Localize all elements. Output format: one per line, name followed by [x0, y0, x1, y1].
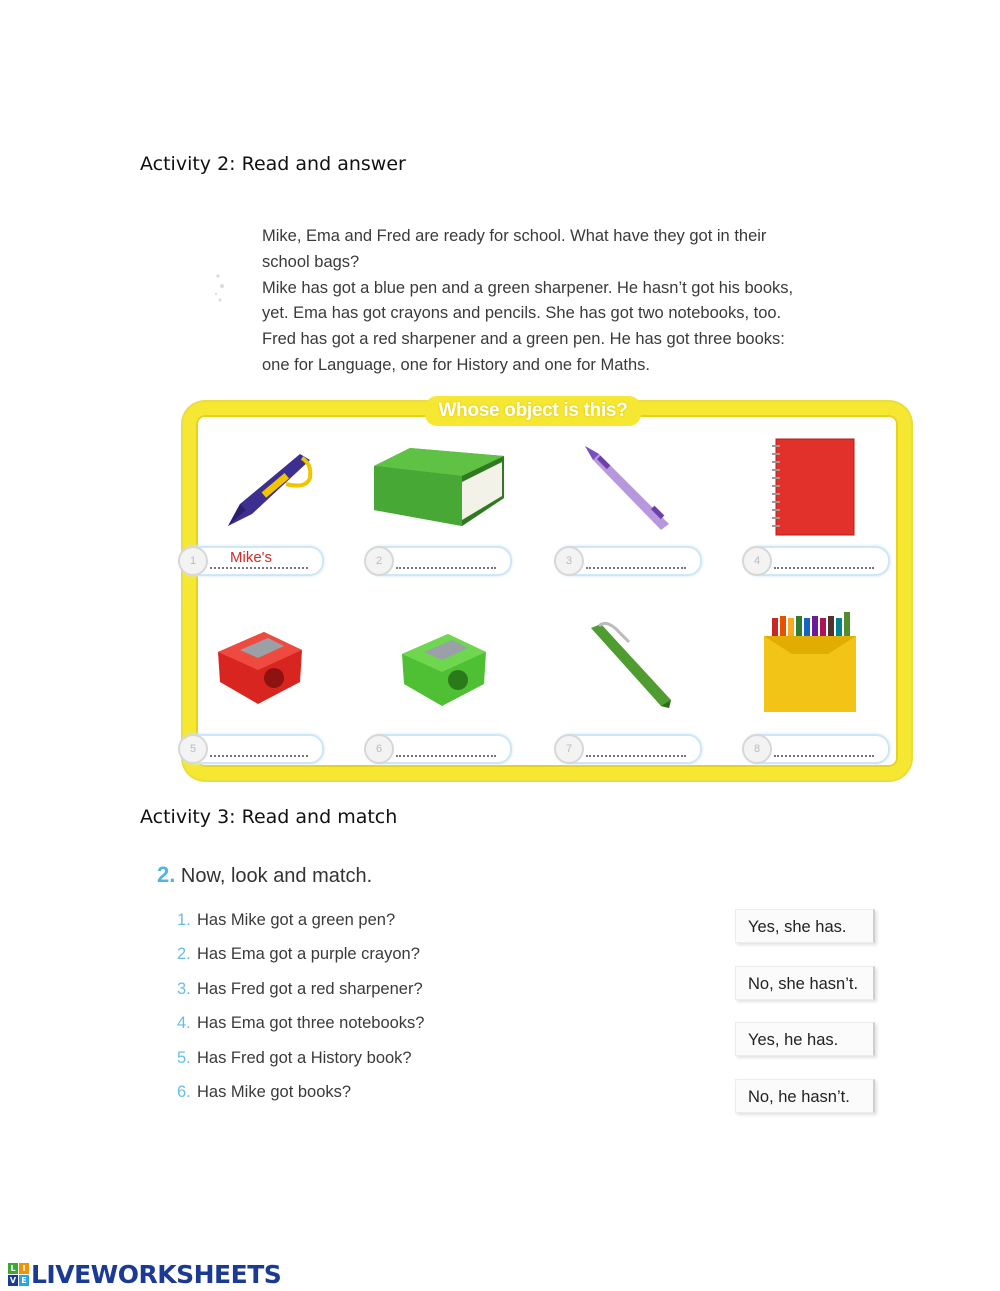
answer-card[interactable]: Yes, he has. [735, 1022, 875, 1056]
answer-field-8[interactable] [744, 734, 890, 764]
question-number: 4. [177, 1014, 191, 1032]
dotted-line [774, 755, 874, 757]
story-line: Mike, Ema and Fred are ready for school. What have they got in their [262, 227, 767, 245]
answer-number: 3 [554, 546, 584, 576]
logo-text: LIVEWORKSHEETS [31, 1259, 282, 1289]
answer-field-2[interactable] [366, 546, 512, 576]
dotted-line [396, 755, 496, 757]
dotted-line [210, 755, 308, 757]
answer-field-7[interactable] [556, 734, 702, 764]
question-item[interactable] [177, 1083, 351, 1102]
answer-card[interactable]: No, she hasn’t. [735, 966, 875, 1000]
question-number: 3. [177, 980, 191, 998]
answer-field-6[interactable] [366, 734, 512, 764]
answer-field-3[interactable] [556, 546, 702, 576]
answer-number: 8 [742, 734, 772, 764]
question-text: Has Mike got books? [197, 1083, 352, 1101]
question-number: 6. [177, 1083, 191, 1101]
purple-crayon-icon [583, 444, 675, 532]
red-notebook-icon [772, 437, 856, 539]
answer-card[interactable]: No, he hasn’t. [735, 1079, 875, 1113]
exercise-number: 2. [157, 862, 176, 887]
answer-number: 2 [364, 546, 394, 576]
question-number: 2. [177, 945, 191, 963]
answer-number: 7 [554, 734, 584, 764]
question-number: 5. [177, 1049, 191, 1067]
answer-number: 6 [364, 734, 394, 764]
activity-2-title: Activity 2: Read and answer [140, 153, 406, 175]
question-text: Has Fred got a History book? [197, 1049, 412, 1067]
story-line: Mike has got a blue pen and a green sharpener. He hasn’t got his books, [262, 278, 794, 297]
activity-3-title: Activity 3: Read and match [140, 806, 398, 828]
question-number: 1. [177, 911, 191, 929]
logo-mark-letter: I [19, 1263, 29, 1274]
question-text: Has Mike got a green pen? [197, 911, 396, 929]
frame-title: Whose object is this? [425, 396, 641, 426]
logo-mark-letter: L [8, 1263, 18, 1274]
red-sharpener-icon [214, 630, 306, 706]
answer-field-4[interactable] [744, 546, 890, 576]
answer-number: 1 [178, 546, 208, 576]
logo-mark-icon [8, 1263, 29, 1286]
green-book-icon [370, 446, 508, 528]
dotted-line [774, 567, 874, 569]
question-text: Has Ema got three notebooks? [197, 1014, 425, 1032]
question-item[interactable] [177, 1049, 412, 1068]
question-item[interactable] [177, 911, 395, 930]
exercise-heading: Now, look and match. [180, 865, 373, 887]
story-line: school bags? [262, 252, 360, 271]
answer-text: Mike's [230, 549, 273, 566]
pencils-box-icon [762, 606, 860, 714]
question-text: Has Ema got a purple crayon? [197, 945, 420, 963]
story-line: yet. Ema has got crayons and pencils. She has got two notebooks, too. [262, 304, 782, 323]
dotted-line [210, 567, 308, 569]
green-pen-icon [585, 620, 677, 712]
question-item[interactable] [177, 980, 423, 999]
answer-field-1[interactable] [180, 546, 324, 576]
answer-field-5[interactable] [180, 734, 324, 764]
logo-mark-letter: E [19, 1275, 29, 1286]
liveworksheets-logo[interactable] [8, 1258, 281, 1290]
green-sharpener-icon [398, 632, 490, 708]
answer-number: 4 [742, 546, 772, 576]
dotted-line [586, 567, 686, 569]
question-item[interactable] [177, 1014, 424, 1033]
scan-mark [210, 270, 230, 306]
question-text: Has Fred got a red sharpener? [197, 980, 423, 998]
story-line: one for Language, one for History and one for Maths. [262, 355, 650, 374]
answer-number: 5 [178, 734, 208, 764]
question-item[interactable] [177, 945, 420, 964]
logo-mark-letter: V [9, 1275, 17, 1285]
story-text [262, 224, 832, 379]
dotted-line [396, 567, 496, 569]
dotted-line [586, 755, 686, 757]
blue-pen-icon [222, 444, 317, 530]
story-line: Fred has got a red sharpener and a green pen. He has got three books: [262, 330, 785, 349]
answer-card[interactable]: Yes, she has. [735, 909, 875, 943]
exercise-title [157, 862, 372, 888]
